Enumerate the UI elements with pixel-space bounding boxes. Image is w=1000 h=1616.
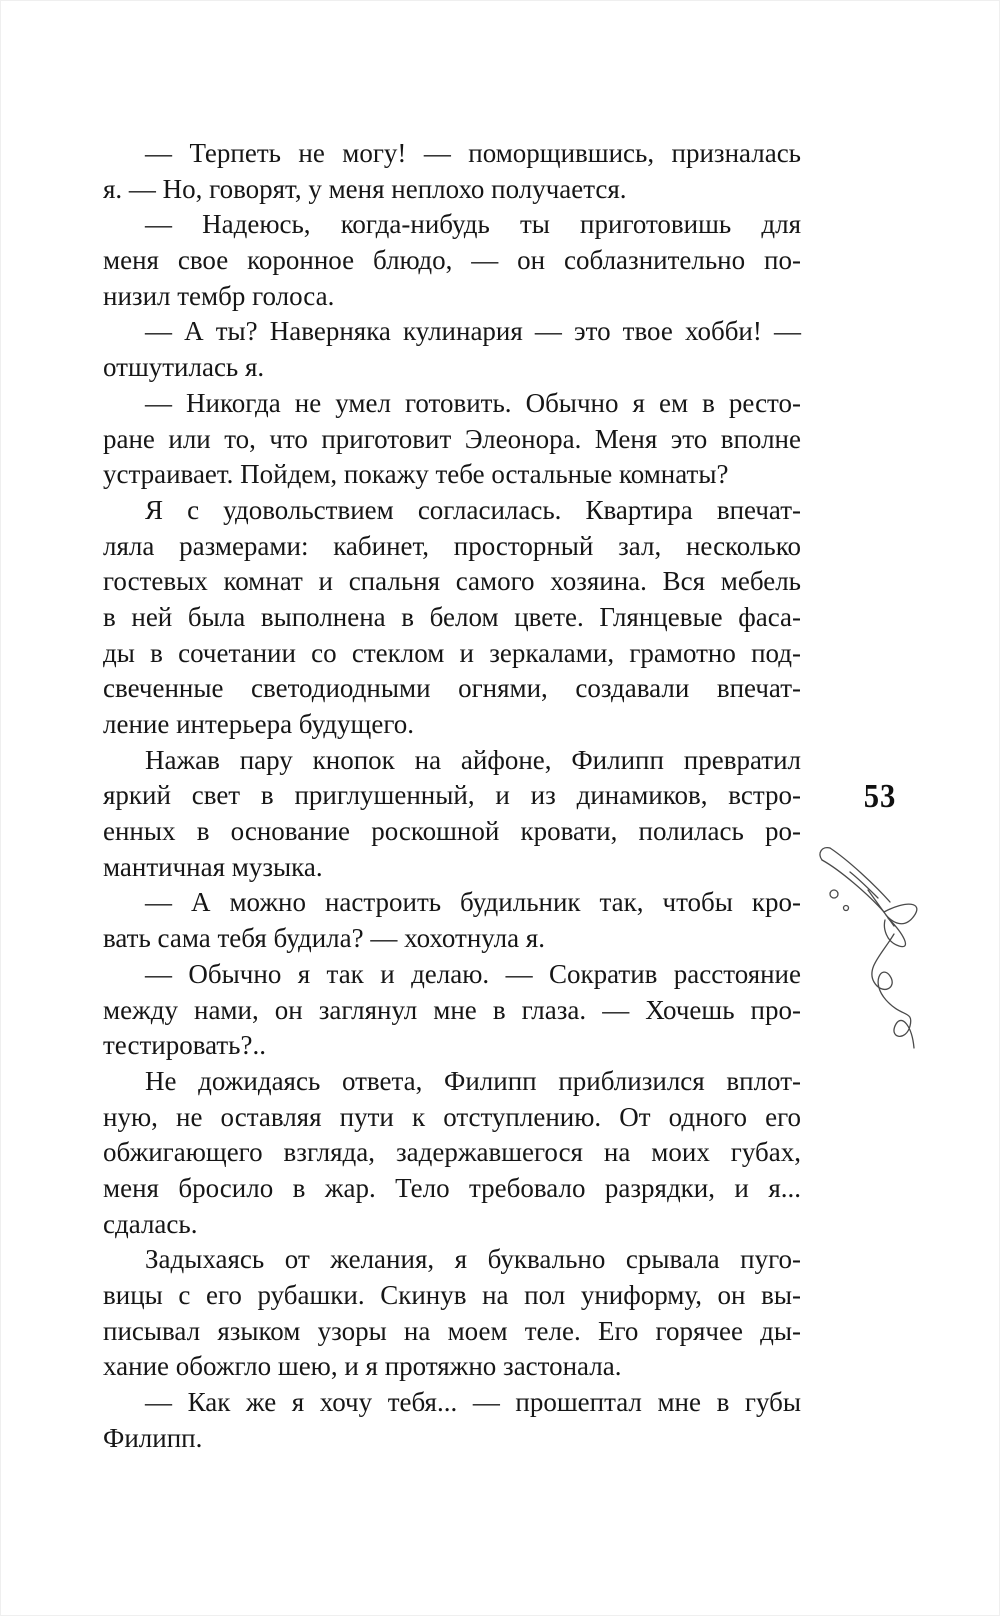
text-line: — Обычно я так и делаю. — Сократив расстояние (145, 958, 801, 989)
text-line: тестировать?.. (103, 1030, 266, 1061)
text-line: Нажав пару кнопок на айфоне, Филипп превратил (145, 744, 801, 775)
text-line: меня бросило в жар. Тело требовало разрядки, и я... (103, 1172, 801, 1203)
text-line: я. — Но, говорят, у меня неплохо получается. (103, 173, 627, 204)
text-line: ную, не оставляя пути к отступлению. От одного его (103, 1101, 801, 1132)
text-column (103, 136, 801, 1456)
text-line: ляла размерами: кабинет, просторный зал, несколько (103, 530, 801, 561)
airplane-doodle (812, 838, 932, 1053)
text-line: вать сама тебя будила? — хохотнула я. (103, 923, 545, 954)
text-line: ление интерьера будущего. (103, 709, 414, 739)
text-line: обжигающего взгляда, задержавшегося на моих губах, (103, 1137, 801, 1168)
text-line: писывал языком узоры на моем теле. Его горячее ды- (103, 1315, 801, 1346)
text-line: — А можно настроить будильник так, чтобы кро- (145, 887, 801, 918)
text-line: хание обожгло шею, и я протяжно застонала. (103, 1351, 622, 1382)
text-line: Не дожидаясь ответа, Филипп приблизился вплот- (145, 1065, 801, 1096)
text-line: меня свое коронное блюдо, — он соблазнительно по- (103, 245, 801, 276)
page-number: 53 (863, 778, 897, 815)
text-line: Я с удовольствием согласилась. Квартира впечат- (145, 494, 801, 525)
text-line: свеченные светодиодными огнями, создавали впечат- (103, 673, 801, 704)
text-line: вицы с его рубашки. Скинув на пол униформу, он вы- (103, 1280, 801, 1310)
text-line: — Никогда не умел готовить. Обычно я ем в ресто- (145, 387, 801, 418)
text-line: Филипп. (103, 1422, 203, 1453)
text-line: между нами, он заглянул мне в глаза. — Хочешь про- (103, 994, 801, 1025)
text-line: — Надеюсь, когда-нибудь ты приготовишь для (145, 209, 801, 240)
text-line: енных в основание роскошной кровати, полилась ро- (103, 816, 801, 847)
text-line: сдалась. (103, 1208, 198, 1239)
text-line: — Терпеть не могу! — поморщившись, призналась (145, 138, 801, 168)
text-line: яркий свет в приглушенный, и из динамиков, встро- (103, 780, 801, 811)
text-line: — А ты? Наверняка кулинария — это твое хобби! — (145, 316, 801, 347)
text-line: мантичная музыка. (103, 851, 323, 882)
text-line: в ней была выполнена в белом цвете. Глянцевые фаса- (103, 601, 801, 632)
text-line: устраивает. Пойдем, покажу тебе остальные комнаты? (103, 459, 729, 490)
text-line: — Как же я хочу тебя... — прошептал мне в губы (145, 1387, 801, 1418)
text-line: низил тембр голоса. (103, 280, 335, 311)
text-line: ды в сочетании со стеклом и зеркалами, грамотно под- (103, 637, 801, 668)
text-line: ране или то, что приготовит Элеонора. Меня это вполне (103, 423, 801, 454)
text-line: отшутилась я. (103, 352, 265, 383)
text-line: Задыхаясь от желания, я буквально срывала пуго- (145, 1244, 801, 1275)
text-line: гостевых комнат и спальня самого хозяина. Вся мебель (103, 566, 801, 597)
